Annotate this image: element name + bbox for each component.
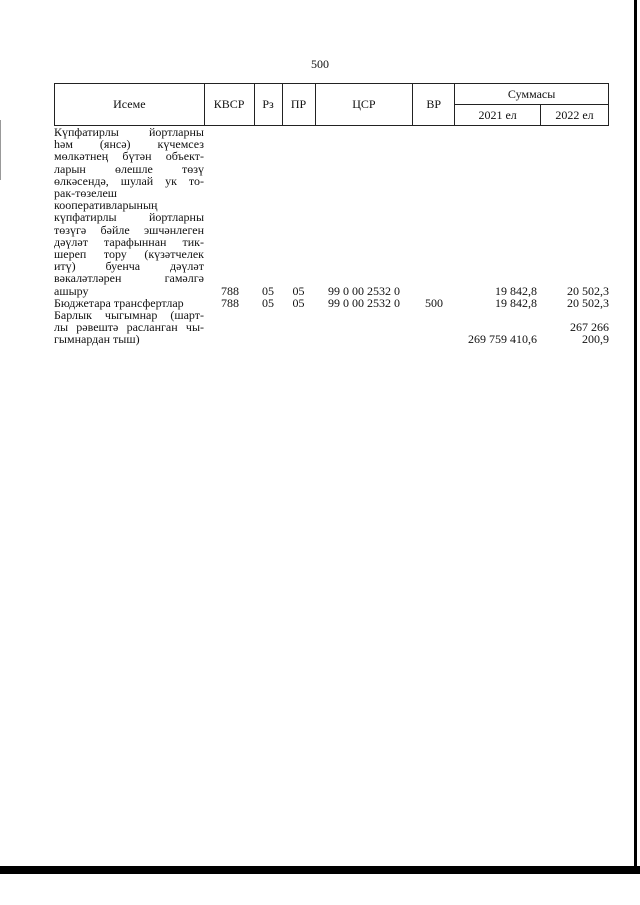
row-sum-2021: 19 842,8: [495, 295, 537, 310]
row-csr: 99 0 00 2532 0: [328, 295, 400, 310]
row-name-line: Күпфатирлы йортларны: [54, 125, 204, 139]
row-name: [54, 126, 204, 297]
header-year-2022: 2022 ел: [541, 105, 609, 126]
header-sums: Суммасы: [455, 84, 609, 105]
row-pr: 05: [292, 295, 305, 310]
table-body: [54, 126, 609, 346]
header-pr: ПР: [282, 84, 315, 126]
row-vr: 500: [425, 295, 443, 310]
row-name-line: дәүләт тарафыннан тик-: [54, 234, 204, 249]
row-sum-2022: 267 266 200,9: [570, 320, 609, 347]
row-rz: 05: [262, 283, 274, 298]
row-name-line: һәм (янсә) күчемсез: [54, 137, 204, 152]
row-name-line: итү) буенча дәүләт: [54, 259, 204, 274]
row-sum-2022: 20 502,3: [567, 283, 609, 298]
row-rz: 05: [262, 295, 274, 310]
row-name-line: өлкәсендә, шулай ук то-: [54, 173, 204, 188]
row-pr: 05: [292, 283, 305, 298]
row-sum-2021: 19 842,8: [495, 283, 537, 298]
header-year-2021: 2021 ел: [455, 105, 541, 126]
row-name-line: ашыру: [54, 283, 89, 298]
table-header: [54, 83, 609, 126]
row-sum-2021: 269 759 410,6: [468, 332, 537, 347]
row-name-line: Бюджетара трансфертлар: [54, 295, 184, 310]
row-name-line: лы рәвештә расланган чы-: [54, 320, 204, 335]
table-row: [54, 126, 609, 297]
table-row: [54, 309, 609, 346]
row-name-line: ларын өлешле төзү: [54, 161, 204, 176]
scan-edge-left: [0, 120, 1, 180]
row-name-line: күпфатирлы йортларны: [54, 210, 204, 225]
header-csr: ЦСР: [315, 84, 413, 126]
row-name-line: шереп тору (күзәтчелек: [54, 247, 204, 262]
header-vr: ВР: [413, 84, 455, 126]
row-name-line: гымнардан тыш): [54, 332, 140, 347]
row-kvsr: 788: [221, 283, 239, 298]
row-name-line: рак-төзелеш: [54, 186, 118, 201]
row-name-line: мөлкәтнең бүтән объект-: [54, 149, 204, 164]
row-name-line: төзүгә бәйле эшчәнлеген: [54, 222, 204, 237]
page-number: 500: [311, 57, 329, 71]
row-name: [54, 309, 204, 346]
row-sum-2022: 20 502,3: [567, 295, 609, 310]
row-kvsr: 788: [221, 295, 239, 310]
row-csr: 99 0 00 2532 0: [328, 283, 400, 298]
scan-edge-right: [634, 0, 637, 866]
header-rz: Рз: [254, 84, 282, 126]
row-name-line: Барлык чыгымнар (шарт-: [54, 308, 204, 323]
row-name-line: вәкаләтләрен гамәлгә: [54, 271, 204, 286]
header-kvsr: КВСР: [204, 84, 254, 126]
header-name: Исеме: [55, 84, 205, 126]
scan-edge-bottom: [0, 866, 640, 874]
row-name-line: кооперативларының: [54, 198, 158, 213]
